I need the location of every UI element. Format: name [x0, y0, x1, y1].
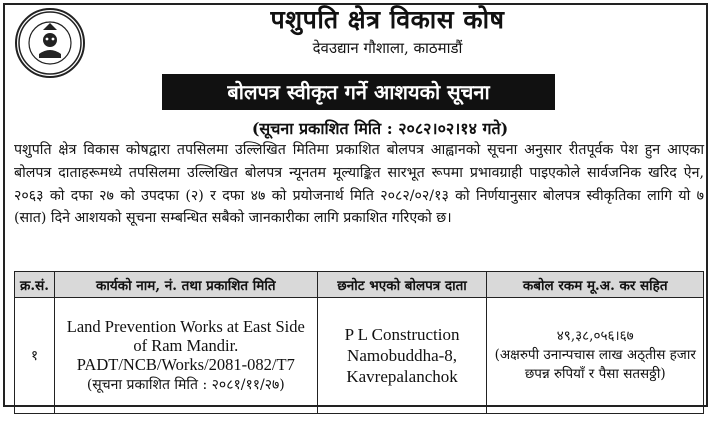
notice-body: पशुपति क्षेत्र विकास कोषद्वारा तपसिलमा उल्लिखित मितिमा प्रकाशित बोलपत्र आह्वानको सूचना अनुसार रीतपूर्वक पेश हुन आएका बोलपत्र दाताहरूमध्ये तपसिलमा उल्लिखित बोलपत्र न्यूनतम मूल्याङ्कित सारभूत रूपमा प्रभावग्राही पाइएकोले सार्वजनिक खरिद ऐन, २०६३ को दफा २७ को उपदफा (२) र दफा ४७ को प्रयोजनार्थ मिति २०८२/०२/१३ को निर्णयानुसार बोलपत्र स्वीकृतिका लागि यो ७ (सात) दिने आशयको सूचना सम्बन्धित सबैको जानकारीका लागि प्रकाशित गरिएको छ। [14, 142, 704, 227]
header-amount: कबोल रकम मू.अ. कर सहित [487, 272, 704, 298]
row-work [54, 298, 317, 414]
header-sn: क्र.सं. [15, 272, 55, 298]
work-published-date: (सूचना प्रकाशित मिति : २०८१/११/२७) [86, 376, 285, 393]
amount-words: (अक्षरुपी उनान्पचास लाख अठ्तीस हजार छपन्न रुपियाँ र पैसा सतसठ्ठी) [494, 347, 696, 382]
amount-figure: ४९,३८,०५६।६७ [556, 328, 634, 344]
table-header-row [15, 272, 704, 298]
work-name: Land Prevention Works at East Side of Ram Mandir. [66, 316, 305, 355]
row-bidder [317, 298, 487, 414]
org-address: देवउद्यान गौशाला, काठमाडौं [312, 39, 463, 57]
row-sn: १ [15, 298, 55, 414]
header-work: कार्यको नाम, नं. तथा प्रकाशित मिति [54, 272, 317, 298]
row-amount [487, 298, 704, 414]
bidder-address-line1: Namobuddha-8, [347, 346, 458, 365]
org-name: पशुपति क्षेत्र विकास कोष [270, 5, 505, 34]
work-number: PADT/NCB/Works/2081-082/T7 [76, 354, 295, 374]
notice-title-banner: बोलपत्र स्वीकृत गर्ने आशयको सूचना [162, 74, 555, 110]
header-bidder: छनोट भएको बोलपत्र दाता [317, 272, 487, 298]
award-table [14, 271, 704, 414]
table-row [15, 298, 704, 414]
bidder-address-line2: Kavrepalanchok [346, 367, 458, 386]
bidder-name: P L Construction [344, 325, 460, 344]
published-date: (सूचना प्रकाशित मिति : २०८२।०२।१४ गते) [251, 119, 509, 138]
